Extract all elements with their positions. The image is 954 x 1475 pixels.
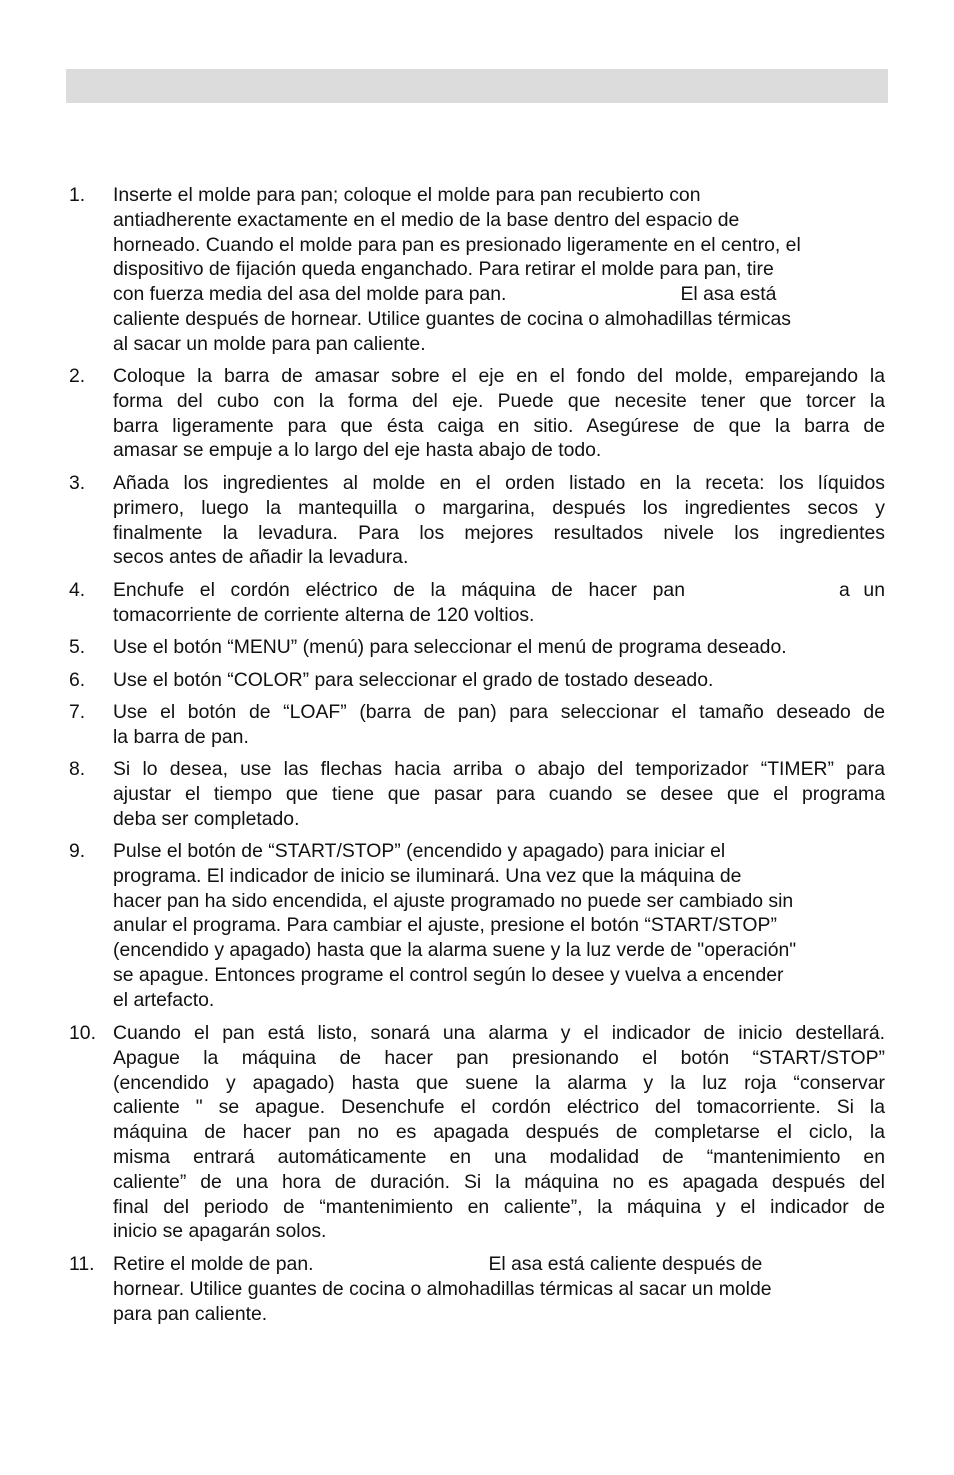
item-text: Enchufe el cordón eléctrico de la máquina de hacer pan a un tomacorriente de corriente alterna de 120 voltios. bbox=[113, 579, 885, 626]
item-number: 9. bbox=[69, 840, 86, 862]
item-number: 7. bbox=[69, 701, 86, 723]
item-text: Cuando el pan está listo, sonará una alarma y el indicador de inicio destellará. Apague la máquina de hacer pan presionando el botón “START/STOP” (encendido y apagado) hasta que suene la alarma y la luz roja “conservar caliente " se apague. Desenchufe el cordón eléctrico del tomacorriente. Si la máquina de hacer pan no es apagada después de completarse el ciclo, la misma entrará automáticamente en una modalidad de “mantenimiento en caliente” de una hora de duración. Si la máquina no es apagada después del final del periodo de “mantenimiento en caliente”, la máquina y el indicador de inicio se apagarán solos. bbox=[113, 1022, 885, 1243]
item-number: 11. bbox=[69, 1253, 95, 1275]
item-number: 6. bbox=[69, 669, 86, 691]
item-number: 4. bbox=[69, 579, 86, 601]
item-text: Use el botón de “LOAF” (barra de pan) para seleccionar el tamaño deseado de la barra de pan. bbox=[113, 701, 885, 748]
item-number: 1. bbox=[69, 184, 86, 206]
item-text: Si lo desea, use las flechas hacia arriba o abajo del temporizador “TIMER” para ajustar el tiempo que tiene que pasar para cuando se desee que el programa deba ser completado. bbox=[113, 758, 885, 830]
item-number: 10. bbox=[69, 1022, 96, 1044]
item-text: Retire el molde de pan. El asa está caliente después de hornear. Utilice guantes de cocina o almohadillas térmicas al sacar un molde para pan caliente. bbox=[113, 1253, 772, 1325]
item-text: Use el botón “COLOR” para seleccionar el grado de tostado deseado. bbox=[113, 669, 714, 691]
item-text: Use el botón “MENU” (menú) para seleccionar el menú de programa deseado. bbox=[113, 636, 787, 658]
item-text: Añada los ingredientes al molde en el orden listado en la receta: los líquidos primero, luego la mantequilla o margarina, después los ingredientes secos y finalmente la levadura. Para los mejores resultados nivele los ingredientes secos antes de añadir la levadura. bbox=[113, 472, 885, 569]
item-number: 2. bbox=[69, 365, 86, 387]
item-text: Inserte el molde para pan; coloque el molde para pan recubierto con antiadherente exactamente en el medio de la base dentro del espacio de horneado. Cuando el molde para pan es presionado ligeramente en el centro, el dispositivo de fijación queda enganchado. Para retirar el molde para pan, tire con fuerza media del asa del molde para pan. El asa está caliente después de hornear. Utilice guantes de cocina o almohadillas térmicas al sacar un molde para pan caliente. bbox=[113, 184, 801, 355]
item-text: Pulse el botón de “START/STOP” (encendido y apagado) para iniciar el programa. El indicador de inicio se iluminará. Una vez que la máquina de hacer pan ha sido encendida, el ajuste programado no puede ser cambiado sin anular el programa. Para cambiar el ajuste, presione el botón “START/STOP” (encendido y apagado) hasta que la alarma suene y la luz verde de "operación" se apague. Entonces programe el control según lo desee y vuelva a encender el artefacto. bbox=[113, 840, 797, 1011]
item-number: 5. bbox=[69, 636, 86, 658]
item-text: Coloque la barra de amasar sobre el eje en el fondo del molde, emparejando la forma del cubo con la forma del eje. Puede que necesite tener que torcer la barra ligeramente para que ésta caiga en sitio. Asegúrese de que la barra de amasar se empuje a lo largo del eje hasta abajo de todo. bbox=[113, 365, 885, 462]
item-number: 8. bbox=[69, 758, 86, 780]
header-bar bbox=[66, 69, 888, 103]
item-number: 3. bbox=[69, 472, 86, 494]
